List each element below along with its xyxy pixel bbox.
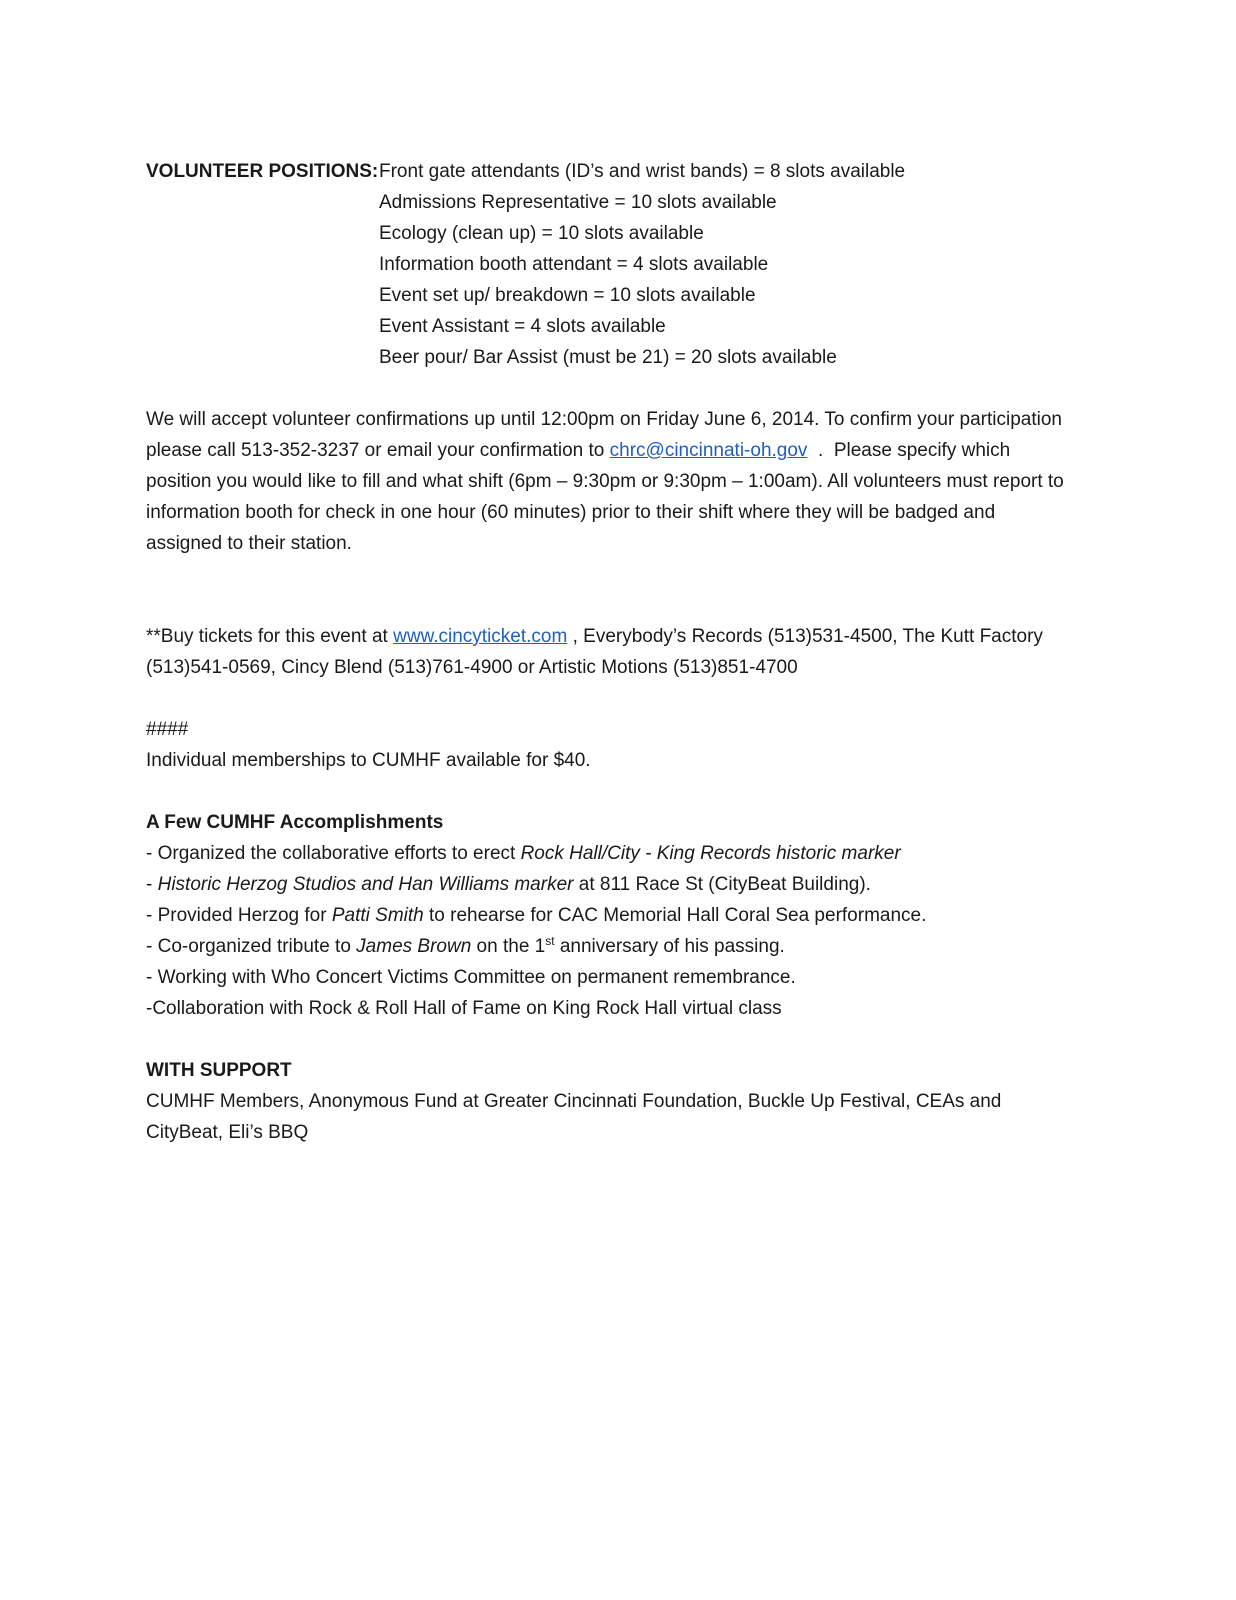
section-separator: #### — [146, 719, 189, 740]
item-text: anniversary of his passing. — [554, 936, 785, 957]
position-item: Information booth attendant = 4 slots available — [379, 254, 769, 275]
item-emphasis: James Brown — [356, 936, 472, 957]
item-text: to rehearse for CAC Memorial Hall Coral Sea performance. — [423, 905, 927, 926]
position-item: Event Assistant = 4 slots available — [379, 316, 666, 337]
list-item: -Collaboration with Rock & Roll Hall of Fame on King Rock Hall virtual class — [146, 998, 782, 1019]
support-text: CUMHF Members, Anonymous Fund at Greater Cincinnati Foundation, Buckle Up Festival, CEAs and CityBeat, Eli’s BBQ — [146, 1091, 1002, 1143]
list-item: - Working with Who Concert Victims Committee on permanent remembrance. — [146, 967, 796, 988]
item-text: - Co-organized tribute to — [146, 936, 357, 957]
volunteer-positions-label: VOLUNTEER POSITIONS: — [146, 161, 379, 182]
item-emphasis: Historic Herzog Studios and Han Williams marker — [157, 874, 574, 895]
position-item: Ecology (clean up) = 10 slots available — [379, 223, 704, 244]
position-item: Front gate attendants (ID’s and wrist bands) = 8 slots available — [379, 161, 906, 182]
position-item: Admissions Representative = 10 slots available — [379, 192, 777, 213]
membership-text: Individual memberships to CUMHF available for $40. — [146, 750, 591, 771]
support-heading: WITH SUPPORT — [146, 1060, 292, 1081]
item-text: - Provided Herzog for — [146, 905, 332, 926]
ordinal-superscript: st — [545, 934, 555, 948]
item-emphasis: Rock Hall/City - King Records historic marker — [520, 843, 901, 864]
accomplishments-list — [146, 838, 1076, 1024]
volunteer-positions-section — [146, 156, 1076, 373]
item-text: - Organized the collaborative efforts to erect — [146, 843, 521, 864]
list-item — [146, 900, 1076, 931]
email-link[interactable]: chrc@cincinnati-oh.gov — [609, 440, 808, 461]
document-page — [146, 156, 1076, 1148]
list-item — [146, 869, 1076, 900]
tickets-text-start: **Buy tickets for this event at — [146, 626, 394, 647]
position-item: Beer pour/ Bar Assist (must be 21) = 20 slots available — [379, 347, 837, 368]
ticket-site-link[interactable]: www.cincyticket.com — [393, 626, 568, 647]
accomplishments-heading: A Few CUMHF Accomplishments — [146, 812, 444, 833]
volunteer-positions-list — [379, 156, 905, 373]
position-item: Event set up/ breakdown = 10 slots available — [379, 285, 756, 306]
confirmation-text-end: . Please specify which position you would like to fill and what shift (6pm – 9:30pm or 9:30pm – 1:00am). All volunteers must report to information booth for check in one hour (60 minutes) prior to their shift where they will be badged and assigned to their station. — [146, 440, 1070, 554]
tickets-text-end: , Everybody’s Records (513)531-4500, The Kutt Factory (513)541-0569, Cincy Blend (513)761-4900 or Artistic Motions (513)851-4700 — [146, 626, 1043, 678]
item-text: - — [146, 874, 158, 895]
confirmation-paragraph — [146, 404, 1076, 559]
confirmation-text-start: We will accept volunteer confirmations up until 12:00pm on Friday June 6, 2014. To confirm your participation please call 513-352-3237 or email your confirmation to — [146, 409, 1068, 461]
list-item — [146, 838, 1076, 869]
item-text: at 811 Race St (CityBeat Building). — [573, 874, 871, 895]
tickets-paragraph — [146, 621, 1076, 683]
list-item — [146, 931, 1076, 962]
item-text: on the 1 — [471, 936, 546, 957]
item-emphasis: Patti Smith — [331, 905, 424, 926]
